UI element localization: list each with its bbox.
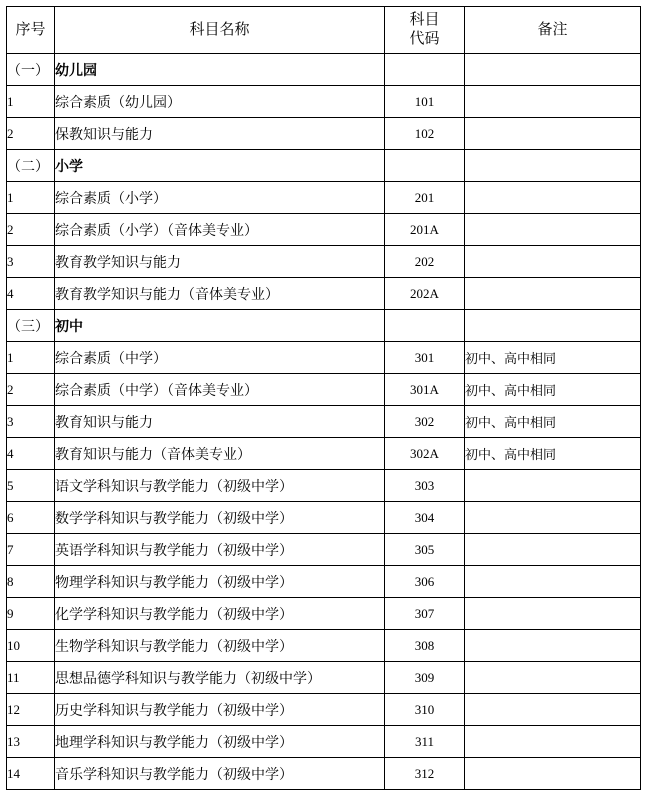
row-number-cell: 13 [7,726,55,758]
row-subject-name-cell: 综合素质（幼儿园） [55,86,385,118]
row-remark-cell [465,182,641,214]
row-subject-code-cell: 302A [385,438,465,470]
table-row [7,534,641,566]
column-header-code-line2: 代码 [409,31,440,47]
table-row [7,630,641,662]
row-number-cell: 10 [7,630,55,662]
row-number-cell: （三） [7,310,55,342]
table-row [7,406,641,438]
table-row [7,694,641,726]
row-remark-cell [465,54,641,86]
row-number-cell: （一） [7,54,55,86]
row-subject-code-cell: 202A [385,278,465,310]
table-header [7,7,641,54]
row-number-cell: 3 [7,406,55,438]
table-row [7,86,641,118]
row-remark-cell: 初中、高中相同 [465,406,641,438]
table-row [7,758,641,790]
row-subject-name-cell: 保教知识与能力 [55,118,385,150]
row-subject-name-cell: 地理学科知识与教学能力（初级中学） [55,726,385,758]
row-number-cell: （二） [7,150,55,182]
table-row [7,566,641,598]
table-row [7,438,641,470]
row-remark-cell [465,246,641,278]
column-header-remark: 备注 [465,7,641,54]
table-row [7,278,641,310]
row-subject-name-cell: 综合素质（小学） [55,182,385,214]
row-number-cell: 5 [7,470,55,502]
row-remark-cell [465,662,641,694]
row-remark-cell: 初中、高中相同 [465,374,641,406]
row-number-cell: 1 [7,86,55,118]
row-number-cell: 3 [7,246,55,278]
row-subject-code-cell: 312 [385,758,465,790]
row-subject-code-cell: 309 [385,662,465,694]
row-remark-cell [465,470,641,502]
row-subject-name-cell: 生物学科知识与教学能力（初级中学） [55,630,385,662]
row-subject-name-cell: 教育知识与能力 [55,406,385,438]
table-row [7,662,641,694]
table-row [7,342,641,374]
row-remark-cell [465,694,641,726]
row-remark-cell [465,278,641,310]
row-subject-name-cell: 音乐学科知识与教学能力（初级中学） [55,758,385,790]
row-subject-name-cell: 综合素质（小学）（音体美专业） [55,214,385,246]
table-header-row [7,7,641,54]
row-number-cell: 2 [7,374,55,406]
row-subject-code-cell: 311 [385,726,465,758]
row-subject-code-cell: 201 [385,182,465,214]
row-subject-code-cell: 308 [385,630,465,662]
row-remark-cell [465,150,641,182]
column-header-name: 科目名称 [55,7,385,54]
row-number-cell: 2 [7,118,55,150]
row-number-cell: 6 [7,502,55,534]
row-remark-cell [465,502,641,534]
row-number-cell: 9 [7,598,55,630]
row-subject-code-cell: 304 [385,502,465,534]
row-subject-name-cell: 教育教学知识与能力 [55,246,385,278]
row-subject-code-cell: 102 [385,118,465,150]
table-body [7,54,641,790]
table-row [7,118,641,150]
row-remark-cell [465,566,641,598]
row-remark-cell: 初中、高中相同 [465,438,641,470]
row-subject-code-cell: 303 [385,470,465,502]
row-remark-cell: 初中、高中相同 [465,342,641,374]
row-subject-code-cell [385,54,465,86]
row-subject-code-cell: 306 [385,566,465,598]
row-group-label-cell: 幼儿园 [55,54,385,86]
row-subject-code-cell: 302 [385,406,465,438]
table-row [7,182,641,214]
row-subject-name-cell: 物理学科知识与教学能力（初级中学） [55,566,385,598]
row-subject-name-cell: 化学学科知识与教学能力（初级中学） [55,598,385,630]
row-subject-code-cell: 202 [385,246,465,278]
row-subject-name-cell: 综合素质（中学）（音体美专业） [55,374,385,406]
row-remark-cell [465,310,641,342]
row-remark-cell [465,534,641,566]
column-header-no: 序号 [7,7,55,54]
table-row [7,150,641,182]
row-subject-code-cell: 307 [385,598,465,630]
row-remark-cell [465,214,641,246]
row-remark-cell [465,598,641,630]
row-remark-cell [465,630,641,662]
row-number-cell: 4 [7,438,55,470]
row-number-cell: 14 [7,758,55,790]
row-remark-cell [465,118,641,150]
row-subject-name-cell: 教育知识与能力（音体美专业） [55,438,385,470]
row-number-cell: 2 [7,214,55,246]
column-header-code-line1: 科目 [409,12,440,29]
row-subject-name-cell: 数学学科知识与教学能力（初级中学） [55,502,385,534]
table-row [7,502,641,534]
row-group-label-cell: 小学 [55,150,385,182]
row-number-cell: 11 [7,662,55,694]
table-row [7,598,641,630]
row-subject-name-cell: 综合素质（中学） [55,342,385,374]
row-number-cell: 4 [7,278,55,310]
row-number-cell: 7 [7,534,55,566]
row-subject-code-cell [385,150,465,182]
row-subject-code-cell: 101 [385,86,465,118]
row-remark-cell [465,758,641,790]
row-subject-code-cell: 201A [385,214,465,246]
row-number-cell: 1 [7,182,55,214]
row-subject-name-cell: 思想品德学科知识与教学能力（初级中学） [55,662,385,694]
row-subject-name-cell: 教育教学知识与能力（音体美专业） [55,278,385,310]
row-number-cell: 1 [7,342,55,374]
table-row [7,246,641,278]
table-row [7,214,641,246]
row-subject-code-cell: 301 [385,342,465,374]
row-subject-code-cell [385,310,465,342]
row-subject-code-cell: 301A [385,374,465,406]
row-group-label-cell: 初中 [55,310,385,342]
row-number-cell: 12 [7,694,55,726]
table-row [7,310,641,342]
column-header-code [385,7,465,54]
subject-code-table [6,6,641,790]
row-subject-name-cell: 语文学科知识与教学能力（初级中学） [55,470,385,502]
row-subject-code-cell: 310 [385,694,465,726]
row-remark-cell [465,86,641,118]
table-row [7,726,641,758]
row-subject-name-cell: 历史学科知识与教学能力（初级中学） [55,694,385,726]
row-remark-cell [465,726,641,758]
row-number-cell: 8 [7,566,55,598]
row-subject-code-cell: 305 [385,534,465,566]
table-row [7,54,641,86]
table-row [7,374,641,406]
row-subject-name-cell: 英语学科知识与教学能力（初级中学） [55,534,385,566]
table-row [7,470,641,502]
